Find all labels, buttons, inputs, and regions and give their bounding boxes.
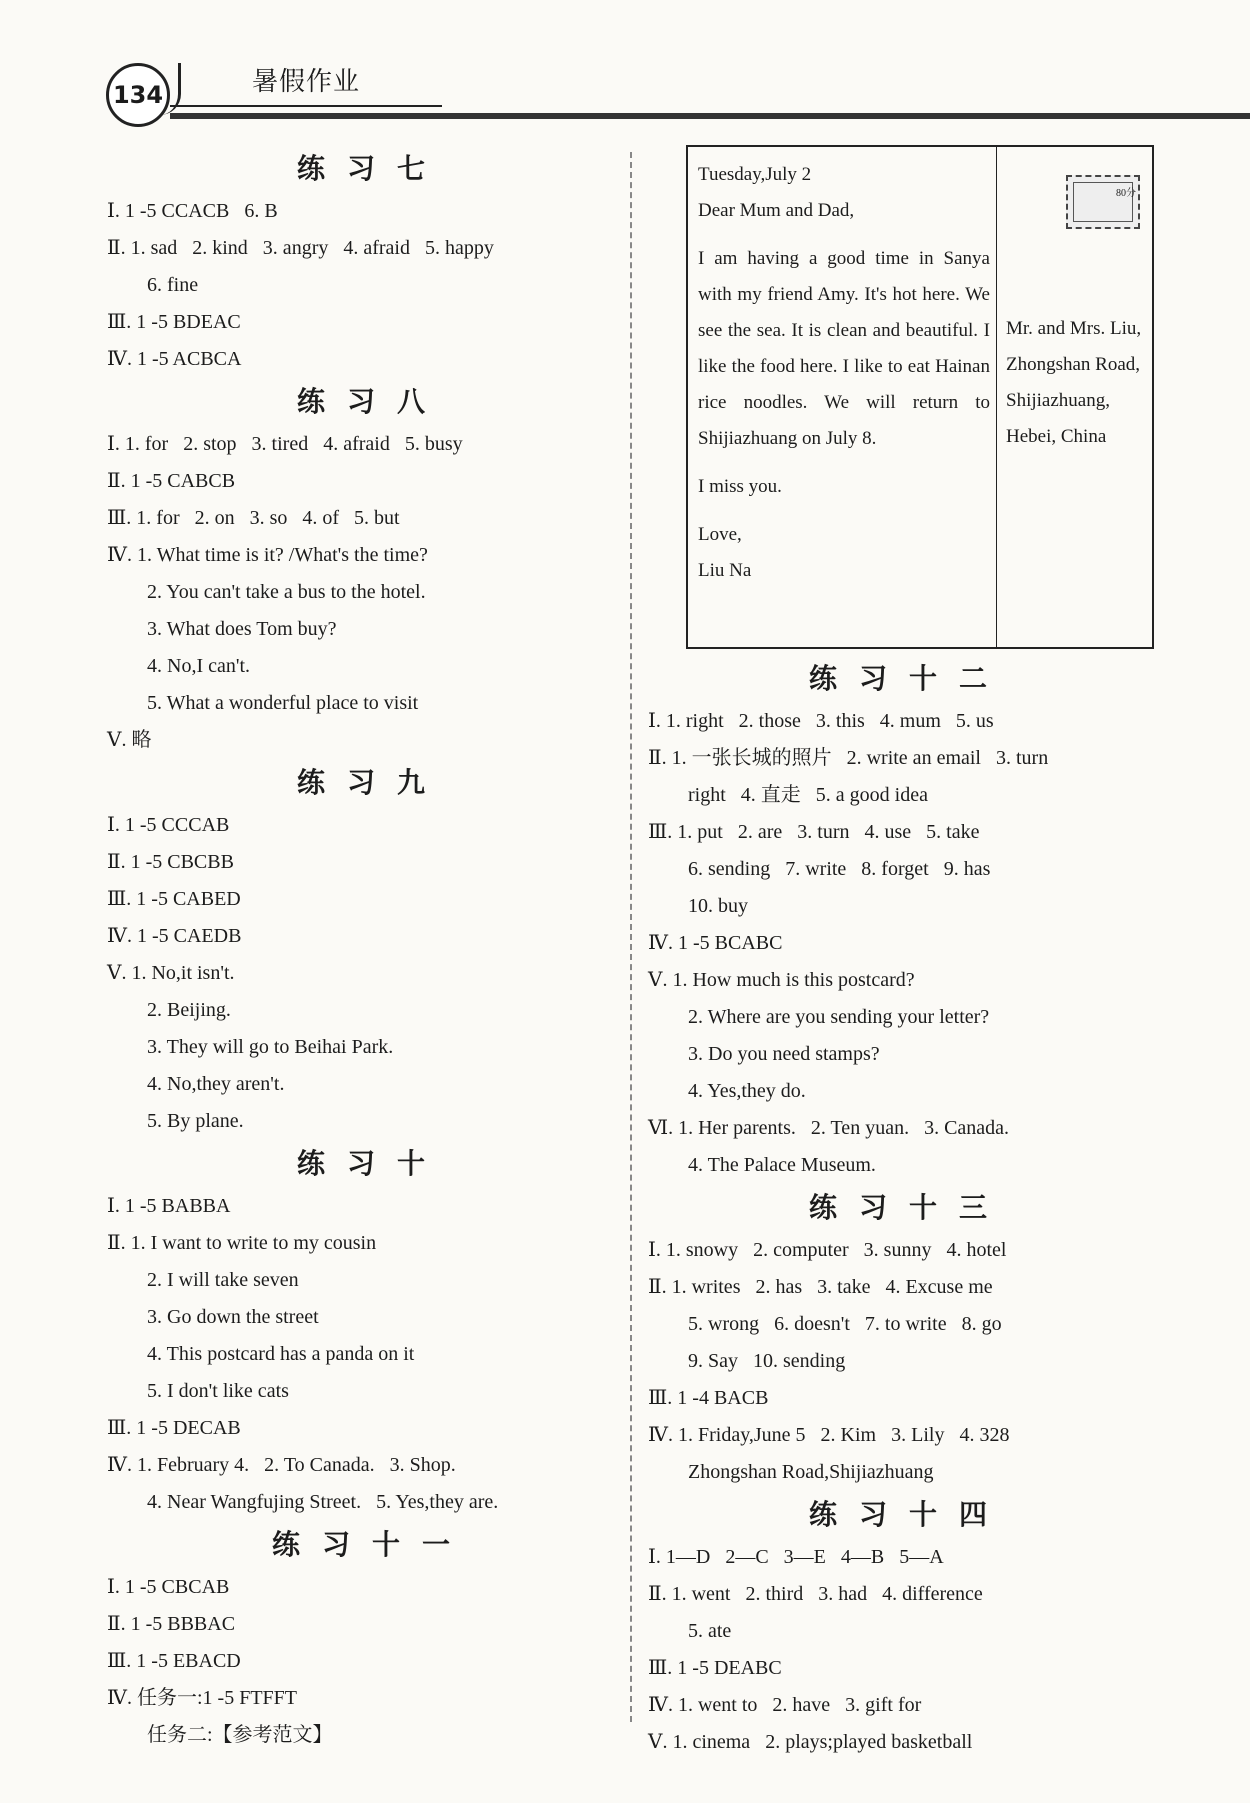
exercise-title: 练习七 [296,152,447,185]
answer-line: Ⅰ. 1 -5 CBCAB [107,1576,230,1598]
answer-line: 4. Near Wangfujing Street. 5. Yes,they are. [147,1491,499,1513]
postcard-signature: Liu Na [698,560,752,581]
postcard [686,145,1154,649]
answer-line: 3. Go down the street [147,1306,319,1328]
answer-line: 4. The Palace Museum. [688,1154,876,1176]
postcard-separator [996,147,997,647]
answer-line: 5. By plane. [147,1110,244,1132]
stamp-icon [1066,175,1140,229]
answer-line: Ⅳ. 任务一:1 -5 FTFFT [107,1687,297,1709]
postcard-miss: I miss you. [698,476,782,497]
answer-line: Ⅳ. 1 -5 CAEDB [107,925,242,947]
answer-line: 9. Say 10. sending [688,1350,846,1372]
answer-line: Ⅲ. 1. for 2. on 3. so 4. of 5. but [107,507,400,529]
answer-line: Ⅰ. 1. snowy 2. computer 3. sunny 4. hotel [648,1239,1007,1261]
answer-line: 4. No,they aren't. [147,1073,285,1095]
exercise-title: 练习十一 [271,1528,472,1561]
answer-line: 任务二:【参考范文】 [147,1724,333,1746]
answer-line: Ⅴ. 略 [107,729,152,751]
answer-line: 4. No,I can't. [147,655,251,677]
answer-line: Ⅳ. 1 -5 ACBCA [107,348,242,370]
answer-line: Ⅲ. 1 -5 DECAB [107,1417,241,1439]
answer-line: 2. I will take seven [147,1269,299,1291]
answer-line: Ⅲ. 1 -5 EBACD [107,1650,241,1672]
answer-line: Ⅰ. 1. for 2. stop 3. tired 4. afraid 5. busy [107,433,463,455]
answer-line: 2. You can't take a bus to the hotel. [147,581,426,603]
answer-line: Ⅱ. 1. went 2. third 3. had 4. difference [648,1583,983,1605]
postcard-message [698,157,990,601]
answer-line: 5. ate [688,1620,732,1642]
answer-line: Ⅰ. 1 -5 BABBA [107,1195,231,1217]
page-header [100,55,1150,125]
answer-line: Ⅲ. 1 -5 DEABC [648,1657,782,1679]
answer-line: Ⅱ. 1. 一张长城的照片 2. write an email 3. turn [648,747,1049,769]
answer-line: 6. sending 7. write 8. forget 9. has [688,858,991,880]
answer-line: 2. Where are you sending your letter? [688,1006,990,1028]
postcard-closing: Love, [698,524,742,545]
header-title: 暑假作业 [252,67,361,97]
answer-line: Ⅱ. 1. writes 2. has 3. take 4. Excuse me [648,1276,993,1298]
exercise-title: 练习十三 [808,1191,1009,1224]
answer-line: Ⅳ. 1. Friday,June 5 2. Kim 3. Lily 4. 328 [648,1424,1010,1446]
answer-line: 10. buy [688,895,748,917]
answer-line: Ⅴ. 1. cinema 2. plays;played basketball [648,1731,973,1753]
answer-line: Ⅲ. 1 -5 CABED [107,888,241,910]
answer-line: 3. They will go to Beihai Park. [147,1036,394,1058]
answer-line: 4. This postcard has a panda on it [147,1343,415,1365]
answer-line: Ⅳ. 1 -5 BCABC [648,932,783,954]
page-number: 134 [106,63,170,127]
answer-line: 2. Beijing. [147,999,231,1021]
exercise-title: 练习十 [296,1147,447,1180]
answer-line: Ⅱ. 1. sad 2. kind 3. angry 4. afraid 5. happy [107,237,494,259]
answer-line: Zhongshan Road,Shijiazhuang [688,1461,934,1483]
exercise-title: 练习八 [296,385,447,418]
answer-line: right 4. 直走 5. a good idea [688,784,928,806]
answer-line: Ⅰ. 1—D 2—C 3—E 4—B 5—A [648,1546,944,1568]
stamp-value: 80分 [1116,188,1136,199]
answer-line: Ⅲ. 1 -4 BACB [648,1387,769,1409]
header-underline [170,105,442,107]
answer-line: Ⅴ. 1. No,it isn't. [107,962,235,984]
answer-line: Ⅲ. 1. put 2. are 3. turn 4. use 5. take [648,821,980,843]
answer-line: Ⅱ. 1 -5 CBCBB [107,851,234,873]
column-divider [630,152,632,1722]
answer-line: Ⅰ. 1 -5 CCACB 6. B [107,200,278,222]
right-column [648,145,1150,1761]
left-column [107,145,617,1754]
right-answers [648,655,1150,1761]
answer-line: 5. I don't like cats [147,1380,289,1402]
answer-line: Ⅰ. 1 -5 CCCAB [107,814,230,836]
answer-line: Ⅱ. 1 -5 CABCB [107,470,236,492]
answer-line: 3. Do you need stamps? [688,1043,880,1065]
header-decoration [160,63,181,115]
answer-line: Ⅳ. 1. went to 2. have 3. gift for [648,1694,922,1716]
answer-line: 5. What a wonderful place to visit [147,692,419,714]
header-rule [170,113,1250,119]
answer-line: 4. Yes,they do. [688,1080,806,1102]
answer-line: 6. fine [147,274,199,296]
answer-line: Ⅲ. 1 -5 BDEAC [107,311,241,333]
exercise-title: 练习九 [296,766,447,799]
postcard-body: I am having a good time in Sanya with my friend Amy. It's hot here. We see the sea. It is clean and beautiful. I like the food here. I like to eat Hainan rice noodles. We will return to Shijiazhuang on July 8. [698,248,990,449]
postcard-greeting: Dear Mum and Dad, [698,200,855,221]
exercise-title: 练习十四 [808,1498,1009,1531]
answer-line: Ⅵ. 1. Her parents. 2. Ten yuan. 3. Canada. [648,1117,1010,1139]
answer-line: Ⅱ. 1. I want to write to my cousin [107,1232,377,1254]
answer-line: 5. wrong 6. doesn't 7. to write 8. go [688,1313,1002,1335]
answer-line: Ⅴ. 1. How much is this postcard? [648,969,915,991]
answer-line: Ⅰ. 1. right 2. those 3. this 4. mum 5. us [648,710,994,732]
answer-line: 3. What does Tom buy? [147,618,337,640]
answer-line: Ⅳ. 1. February 4. 2. To Canada. 3. Shop. [107,1454,456,1476]
postcard-date: Tuesday,July 2 [698,164,812,185]
answer-line: Ⅱ. 1 -5 BBBAC [107,1613,236,1635]
postcard-address: Mr. and Mrs. Liu, Zhongshan Road, Shijiazhuang, Hebei, China [1006,318,1142,447]
answer-line: Ⅳ. 1. What time is it? /What's the time? [107,544,428,566]
exercise-title: 练习十二 [808,662,1009,695]
